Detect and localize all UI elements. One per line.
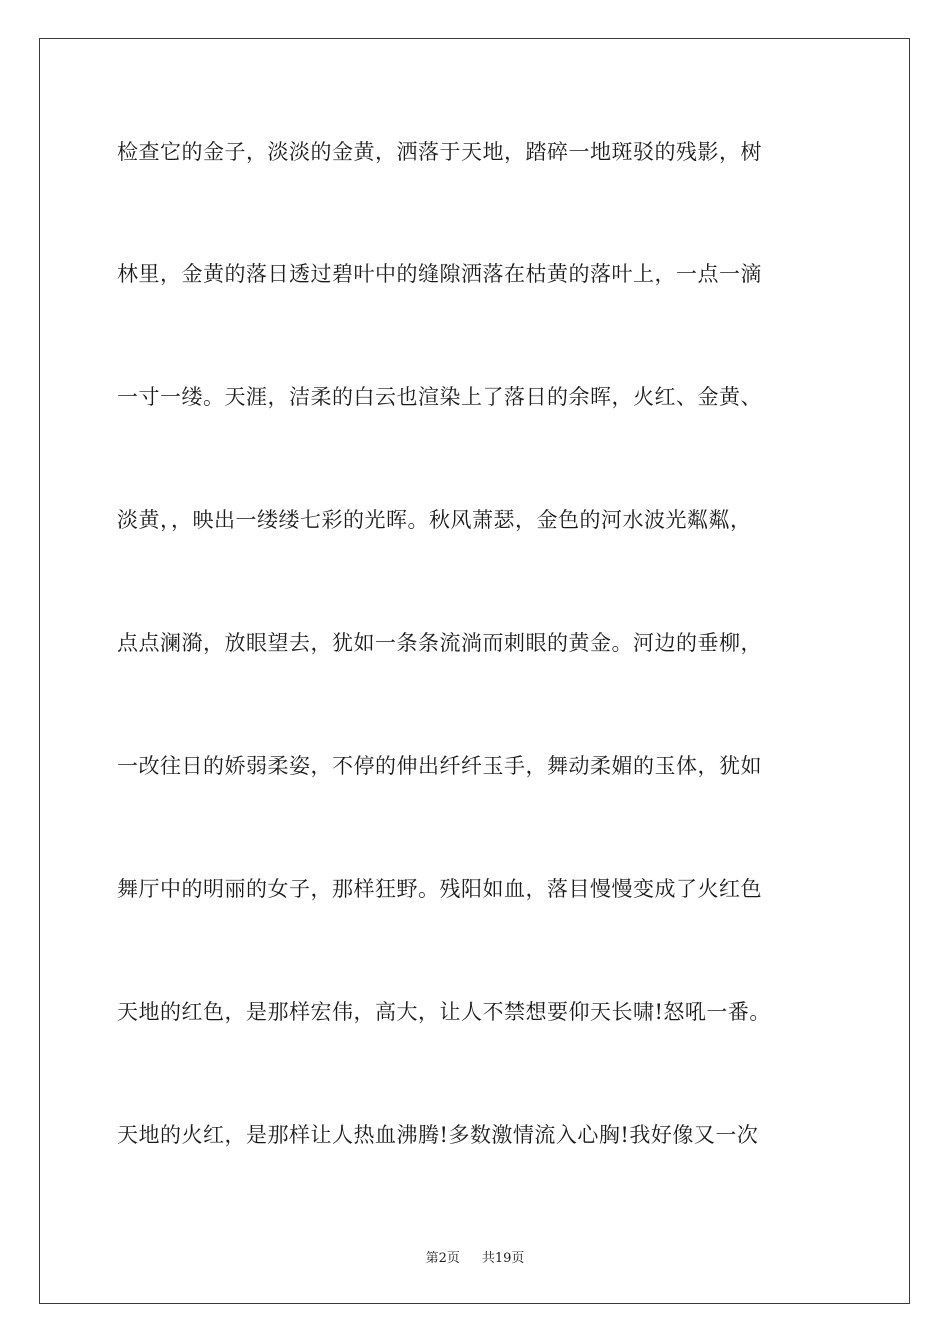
page-total: 共19页: [481, 1251, 525, 1266]
page-border: [39, 38, 910, 1304]
body-text-line: 舞厅中的明丽的女子，那样狂野。残阳如血，落目慢慢变成了火红色: [117, 877, 762, 901]
body-text-line: 一改往日的娇弱柔姿，不停的伸出纤纤玉手，舞动柔媚的玉体，犹如: [117, 754, 762, 778]
body-text-line: 点点澜漪，放眼望去，犹如一条条流淌而刺眼的黄金。河边的垂柳，: [117, 631, 762, 655]
body-text-line: 林里，金黄的落日透过碧叶中的缝隙洒落在枯黄的落叶上，一点一滴: [117, 262, 762, 286]
body-text-line: 天地的红色，是那样宏伟，高大，让人不禁想要仰天长啸!怒吼一番。: [117, 1000, 771, 1024]
body-text-line: 一寸一缕。天涯，洁柔的白云也渲染上了落日的余晖，火红、金黄、: [117, 385, 762, 409]
body-text-line: 淡黄，，映出一缕缕七彩的光晖。秋风萧瑟，金色的河水波光粼粼，: [117, 508, 752, 532]
page-footer: [0, 1247, 950, 1266]
body-text-line: 检查它的金子，淡淡的金黄，洒落于天地，踏碎一地斑驳的残影，树: [117, 140, 762, 164]
page-number: 第2页: [425, 1251, 460, 1266]
body-text-line: 天地的火红，是那样让人热血沸腾!多数激情流入心胸!我好像又一次: [117, 1123, 759, 1147]
